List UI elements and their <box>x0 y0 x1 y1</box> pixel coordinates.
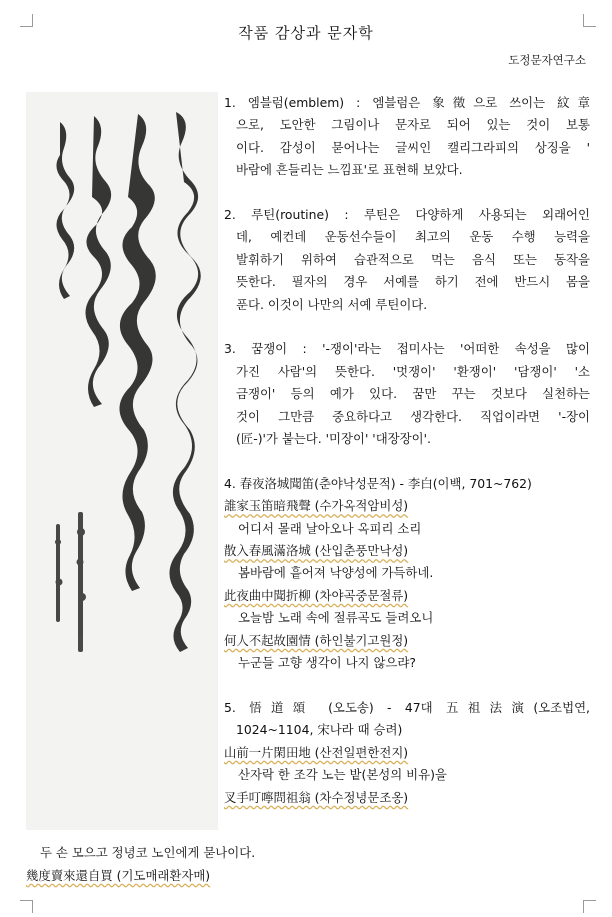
text-line: 3. 꿈쟁이 : '-쟁이'라는 접미사는 '어떠한 속성을 많이 <box>224 341 590 357</box>
paragraph-gap <box>224 450 590 472</box>
paragraph-gap <box>224 675 590 697</box>
page-corner-mark <box>583 900 596 913</box>
text-line: 데, 예컨데 운동선수들이 최고의 운동 수행 능력을 <box>236 229 590 245</box>
text-line: 叉手叮嚀問祖翁 (차수정녕문조옹) <box>224 789 409 805</box>
text-line: 4. 春夜洛城聞笛(춘야낙성문적) - 李白(이백, 701~762) <box>224 475 532 491</box>
text-line: 누군들 고향 생각이 나지 않으랴? <box>238 655 416 671</box>
text-line: 1. 엠블럼(emblem) : 엠블럼은 象徵으로 쓰이는 紋章 <box>224 95 590 110</box>
author-organization: 도정문자연구소 <box>508 53 586 67</box>
paragraph-gap <box>224 316 590 338</box>
article-body-continued <box>26 841 255 887</box>
text-line: 금쟁이' 등의 예가 있다. 꿈만 꾸는 것보다 실천하는 <box>236 386 590 402</box>
text-line: 1024~1104, 宋나라 때 승려) <box>236 722 403 738</box>
text-line: 散入春風滿洛城 (산입춘풍만낙성) <box>224 543 409 559</box>
text-line: 山前一片閑田地 (산전일편한전지) <box>224 744 409 760</box>
text-line: 이다. 감성이 묻어나는 글씨인 캘리그라피의 상징을 ' <box>236 139 590 155</box>
page-corner-mark <box>20 900 33 913</box>
text-line: 것이 그만큼 중요하다고 생각한다. 직업이라면 '-장이 <box>236 408 590 424</box>
text-line: 誰家玉笛暗飛聲 (수가옥적암비성) <box>224 498 409 514</box>
text-line: 5. 悟道頌 (오도송) - 47대 五祖法演(오조법연, <box>224 699 590 715</box>
text-line: 2. 루틴(routine) : 루틴은 다양하게 사용되는 외래어인 <box>224 207 590 223</box>
calligraphy-artwork <box>26 92 218 830</box>
text-line: 가진 사람'의 뜻한다. '멋쟁이' '환쟁이' '담쟁이' '소 <box>236 363 590 379</box>
text-line: 어디서 몰래 날아오나 옥피리 소리 <box>238 520 422 536</box>
text-line: 발휘하기 위하여 습관적으로 먹는 음식 또는 동작을 <box>236 251 590 267</box>
text-line: 푼다. 이것이 나만의 서예 루틴이다. <box>236 296 428 312</box>
text-line: 幾度賣來還自買 (기도매래환자매) <box>26 868 211 883</box>
text-line: (匠-)'가 붙는다. '미장이' '대장장이'. <box>236 431 431 447</box>
text-line: 봄바람에 흩어져 낙양성에 가득하네. <box>238 565 434 581</box>
text-line: 此夜曲中聞折柳 (차야곡중문절류) <box>224 587 409 603</box>
calligraphy-image <box>26 92 218 830</box>
text-line: 으로, 도안한 그림이나 문자로 되어 있는 것이 보통 <box>236 117 590 133</box>
paragraph-gap <box>224 182 590 204</box>
text-line: 何人不起故園情 (하인불기고원정) <box>224 632 409 648</box>
text-line: 두 손 모으고 정녕코 노인에게 묻나이다. <box>40 845 256 860</box>
text-line: 오늘밤 노래 속에 절류곡도 들려오니 <box>238 610 434 626</box>
article-body <box>224 92 590 809</box>
text-line: 뜻한다. 필자의 경우 서예를 하기 전에 반드시 몸을 <box>236 274 590 290</box>
page-title: 작품 감상과 문자학 <box>238 24 374 42</box>
text-line: 산자락 한 조각 노는 밭(본성의 비유)을 <box>238 767 447 783</box>
text-line: 바람에 흔들리는 느낌표'로 표현해 보았다. <box>236 162 463 178</box>
